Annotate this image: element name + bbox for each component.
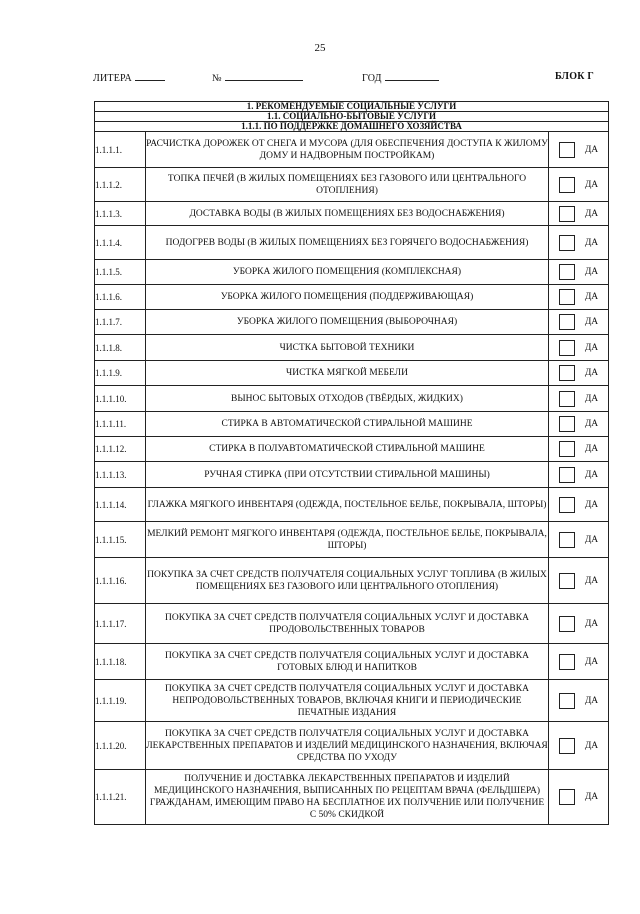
table-row <box>95 437 609 462</box>
item-check-cell <box>549 558 609 604</box>
item-description: ПОКУПКА ЗА СЧЕТ СРЕДСТВ ПОЛУЧАТЕЛЯ СОЦИАЛЬНЫХ УСЛУГ И ДОСТАВКА ЛЕКАРСТВЕННЫХ ПРЕПАРАТОВ И ИЗДЕЛИЙ МЕДИЦИНСКОГО НАЗНАЧЕНИЯ, ВКЛЮЧАЯ СРЕДСТВА ПО УХОДУ <box>146 722 549 770</box>
item-check-cell <box>549 168 609 202</box>
item-check-cell <box>549 412 609 437</box>
table-row <box>95 361 609 386</box>
yes-label: ДА <box>584 618 599 629</box>
litera-label: ЛИТЕРА <box>93 73 132 84</box>
item-description: ТОПКА ПЕЧЕЙ (В ЖИЛЫХ ПОМЕЩЕНИЯХ БЕЗ ГАЗОВОГО ИЛИ ЦЕНТРАЛЬНОГО ОТОПЛЕНИЯ) <box>146 168 549 202</box>
year-label: ГОД <box>362 73 382 84</box>
table-row <box>95 604 609 644</box>
table-row <box>95 488 609 522</box>
yes-checkbox[interactable] <box>559 467 575 483</box>
item-code: 1.1.1.1. <box>95 132 146 168</box>
item-check-cell <box>549 285 609 310</box>
litera-field <box>93 71 165 84</box>
item-code: 1.1.1.12. <box>95 437 146 462</box>
item-check-cell <box>549 361 609 386</box>
item-check-cell <box>549 488 609 522</box>
yes-label: ДА <box>584 444 599 454</box>
number-label: № <box>212 73 222 84</box>
item-check-cell <box>549 335 609 361</box>
item-code: 1.1.1.14. <box>95 488 146 522</box>
item-check-cell <box>549 680 609 722</box>
yes-checkbox[interactable] <box>559 441 575 457</box>
item-code: 1.1.1.6. <box>95 285 146 310</box>
yes-checkbox[interactable] <box>559 391 575 407</box>
yes-checkbox[interactable] <box>559 693 575 709</box>
item-code: 1.1.1.5. <box>95 260 146 285</box>
item-check-cell <box>549 437 609 462</box>
table-row <box>95 202 609 226</box>
yes-checkbox[interactable] <box>559 340 575 356</box>
item-description: ЧИСТКА МЯГКОЙ МЕБЕЛИ <box>146 361 549 386</box>
year-field <box>362 71 439 84</box>
section-title-social-household: 1.1. СОЦИАЛЬНО-БЫТОВЫЕ УСЛУГИ <box>95 112 609 122</box>
section-row <box>95 122 609 132</box>
table-row <box>95 522 609 558</box>
table-row <box>95 770 609 825</box>
yes-checkbox[interactable] <box>559 314 575 330</box>
item-code: 1.1.1.20. <box>95 722 146 770</box>
item-description: ПОКУПКА ЗА СЧЕТ СРЕДСТВ ПОЛУЧАТЕЛЯ СОЦИАЛЬНЫХ УСЛУГ И ДОСТАВКА ГОТОВЫХ БЛЮД И НАПИТКОВ <box>146 644 549 680</box>
year-blank[interactable] <box>385 71 439 81</box>
item-code: 1.1.1.10. <box>95 386 146 412</box>
item-check-cell <box>549 522 609 558</box>
item-code: 1.1.1.3. <box>95 202 146 226</box>
section-row <box>95 102 609 112</box>
yes-checkbox[interactable] <box>559 532 575 548</box>
yes-label: ДА <box>584 695 599 706</box>
item-code: 1.1.1.18. <box>95 644 146 680</box>
item-code: 1.1.1.9. <box>95 361 146 386</box>
yes-checkbox[interactable] <box>559 654 575 670</box>
item-description: ДОСТАВКА ВОДЫ (В ЖИЛЫХ ПОМЕЩЕНИЯХ БЕЗ ВОДОСНАБЖЕНИЯ) <box>146 202 549 226</box>
item-code: 1.1.1.17. <box>95 604 146 644</box>
yes-label: ДА <box>584 575 599 586</box>
item-check-cell <box>549 462 609 488</box>
table-row <box>95 226 609 260</box>
yes-label: ДА <box>584 342 599 353</box>
yes-label: ДА <box>584 534 599 545</box>
yes-label: ДА <box>584 419 599 429</box>
item-code: 1.1.1.19. <box>95 680 146 722</box>
yes-checkbox[interactable] <box>559 289 575 305</box>
table-row <box>95 722 609 770</box>
yes-label: ДА <box>584 237 599 248</box>
yes-label: ДА <box>584 740 599 751</box>
yes-checkbox[interactable] <box>559 416 575 432</box>
item-description: ЧИСТКА БЫТОВОЙ ТЕХНИКИ <box>146 335 549 361</box>
item-code: 1.1.1.13. <box>95 462 146 488</box>
item-description: СТИРКА В ПОЛУАВТОМАТИЧЕСКОЙ СТИРАЛЬНОЙ МАШИНЕ <box>146 437 549 462</box>
item-code: 1.1.1.7. <box>95 310 146 335</box>
yes-label: ДА <box>584 499 599 510</box>
yes-label: ДА <box>584 317 599 327</box>
item-code: 1.1.1.15. <box>95 522 146 558</box>
item-description: УБОРКА ЖИЛОГО ПОМЕЩЕНИЯ (ВЫБОРОЧНАЯ) <box>146 310 549 335</box>
yes-checkbox[interactable] <box>559 738 575 754</box>
number-blank[interactable] <box>225 71 303 81</box>
block-label: БЛОК Г <box>555 71 594 82</box>
item-code: 1.1.1.4. <box>95 226 146 260</box>
number-field <box>212 71 303 84</box>
item-description: ГЛАЖКА МЯГКОГО ИНВЕНТАРЯ (ОДЕЖДА, ПОСТЕЛЬНОЕ БЕЛЬЕ, ПОКРЫВАЛА, ШТОРЫ) <box>146 488 549 522</box>
yes-checkbox[interactable] <box>559 177 575 193</box>
item-check-cell <box>549 644 609 680</box>
yes-label: ДА <box>584 393 599 404</box>
item-description: РУЧНАЯ СТИРКА (ПРИ ОТСУТСТВИИ СТИРАЛЬНОЙ МАШИНЫ) <box>146 462 549 488</box>
item-description: ПОЛУЧЕНИЕ И ДОСТАВКА ЛЕКАРСТВЕННЫХ ПРЕПАРАТОВ И ИЗДЕЛИЙ МЕДИЦИНСКОГО НАЗНАЧЕНИЯ, ВЫПИСАННЫХ ПО РЕЦЕПТАМ ВРАЧА (ФЕЛЬДШЕРА) ГРАЖДАНАМ, ИМЕЮЩИМ ПРАВО НА БЕСПЛАТНОЕ ИХ ПОЛУЧЕНИЕ ИЛИ ПОЛУЧЕНИЕ С 50% СКИДКОЙ <box>146 770 549 825</box>
page-number: 25 <box>314 42 326 54</box>
yes-label: ДА <box>584 267 599 277</box>
services-table <box>94 101 609 825</box>
section-title-recommended-services: 1. РЕКОМЕНДУЕМЫЕ СОЦИАЛЬНЫЕ УСЛУГИ <box>95 102 609 112</box>
table-row <box>95 310 609 335</box>
item-description: УБОРКА ЖИЛОГО ПОМЕЩЕНИЯ (ПОДДЕРЖИВАЮЩАЯ) <box>146 285 549 310</box>
yes-label: ДА <box>584 656 599 667</box>
yes-label: ДА <box>584 292 599 302</box>
table-row <box>95 558 609 604</box>
yes-label: ДА <box>584 469 599 480</box>
item-description: ВЫНОС БЫТОВЫХ ОТХОДОВ (ТВЁРДЫХ, ЖИДКИХ) <box>146 386 549 412</box>
item-code: 1.1.1.11. <box>95 412 146 437</box>
yes-checkbox[interactable] <box>559 573 575 589</box>
item-code: 1.1.1.21. <box>95 770 146 825</box>
table-row <box>95 462 609 488</box>
item-check-cell <box>549 132 609 168</box>
yes-checkbox[interactable] <box>559 497 575 513</box>
item-check-cell <box>549 226 609 260</box>
item-description: ПОКУПКА ЗА СЧЕТ СРЕДСТВ ПОЛУЧАТЕЛЯ СОЦИАЛЬНЫХ УСЛУГ И ДОСТАВКА ПРОДОВОЛЬСТВЕННЫХ ТОВАРОВ <box>146 604 549 644</box>
item-check-cell <box>549 386 609 412</box>
item-check-cell <box>549 310 609 335</box>
yes-label: ДА <box>584 144 599 155</box>
item-description: УБОРКА ЖИЛОГО ПОМЕЩЕНИЯ (КОМПЛЕКСНАЯ) <box>146 260 549 285</box>
item-description: ПОКУПКА ЗА СЧЕТ СРЕДСТВ ПОЛУЧАТЕЛЯ СОЦИАЛЬНЫХ УСЛУГ И ДОСТАВКА НЕПРОДОВОЛЬСТВЕННЫХ ТОВАРОВ, ВКЛЮЧАЯ КНИГИ И ПЕРИОДИЧЕСКИЕ ПЕЧАТНЫЕ ИЗДАНИЯ <box>146 680 549 722</box>
item-description: ПОДОГРЕВ ВОДЫ (В ЖИЛЫХ ПОМЕЩЕНИЯХ БЕЗ ГОРЯЧЕГО ВОДОСНАБЖЕНИЯ) <box>146 226 549 260</box>
table-row <box>95 412 609 437</box>
item-check-cell <box>549 770 609 825</box>
table-row <box>95 168 609 202</box>
yes-checkbox[interactable] <box>559 235 575 251</box>
item-code: 1.1.1.8. <box>95 335 146 361</box>
yes-label: ДА <box>584 792 599 802</box>
litera-blank[interactable] <box>135 71 165 81</box>
item-code: 1.1.1.2. <box>95 168 146 202</box>
yes-label: ДА <box>584 208 599 219</box>
item-check-cell <box>549 202 609 226</box>
table-row <box>95 335 609 361</box>
item-check-cell <box>549 722 609 770</box>
section-row <box>95 112 609 122</box>
table-row <box>95 285 609 310</box>
item-check-cell <box>549 260 609 285</box>
table-row <box>95 644 609 680</box>
item-check-cell <box>549 604 609 644</box>
yes-checkbox[interactable] <box>559 264 575 280</box>
yes-checkbox[interactable] <box>559 616 575 632</box>
section-title-household-support: 1.1.1. ПО ПОДДЕРЖКЕ ДОМАШНЕГО ХОЗЯЙСТВА <box>95 122 609 132</box>
yes-label: ДА <box>584 368 599 378</box>
item-description: РАСЧИСТКА ДОРОЖЕК ОТ СНЕГА И МУСОРА (ДЛЯ ОБЕСПЕЧЕНИЯ ДОСТУПА К ЖИЛОМУ ДОМУ И НАДВОРНЫМ ПОСТРОЙКАМ) <box>146 132 549 168</box>
table-row <box>95 132 609 168</box>
table-row <box>95 260 609 285</box>
item-description: МЕЛКИЙ РЕМОНТ МЯГКОГО ИНВЕНТАРЯ (ОДЕЖДА, ПОСТЕЛЬНОЕ БЕЛЬЕ, ПОКРЫВАЛА, ШТОРЫ) <box>146 522 549 558</box>
item-description: ПОКУПКА ЗА СЧЕТ СРЕДСТВ ПОЛУЧАТЕЛЯ СОЦИАЛЬНЫХ УСЛУГ ТОПЛИВА (В ЖИЛЫХ ПОМЕЩЕНИЯХ БЕЗ ГАЗОВОГО ИЛИ ЦЕНТРАЛЬНОГО ОТОПЛЕНИЯ) <box>146 558 549 604</box>
item-code: 1.1.1.16. <box>95 558 146 604</box>
yes-checkbox[interactable] <box>559 142 575 158</box>
yes-checkbox[interactable] <box>559 206 575 222</box>
table-row <box>95 680 609 722</box>
yes-label: ДА <box>584 179 599 190</box>
yes-checkbox[interactable] <box>559 365 575 381</box>
yes-checkbox[interactable] <box>559 789 575 805</box>
table-row <box>95 386 609 412</box>
item-description: СТИРКА В АВТОМАТИЧЕСКОЙ СТИРАЛЬНОЙ МАШИНЕ <box>146 412 549 437</box>
